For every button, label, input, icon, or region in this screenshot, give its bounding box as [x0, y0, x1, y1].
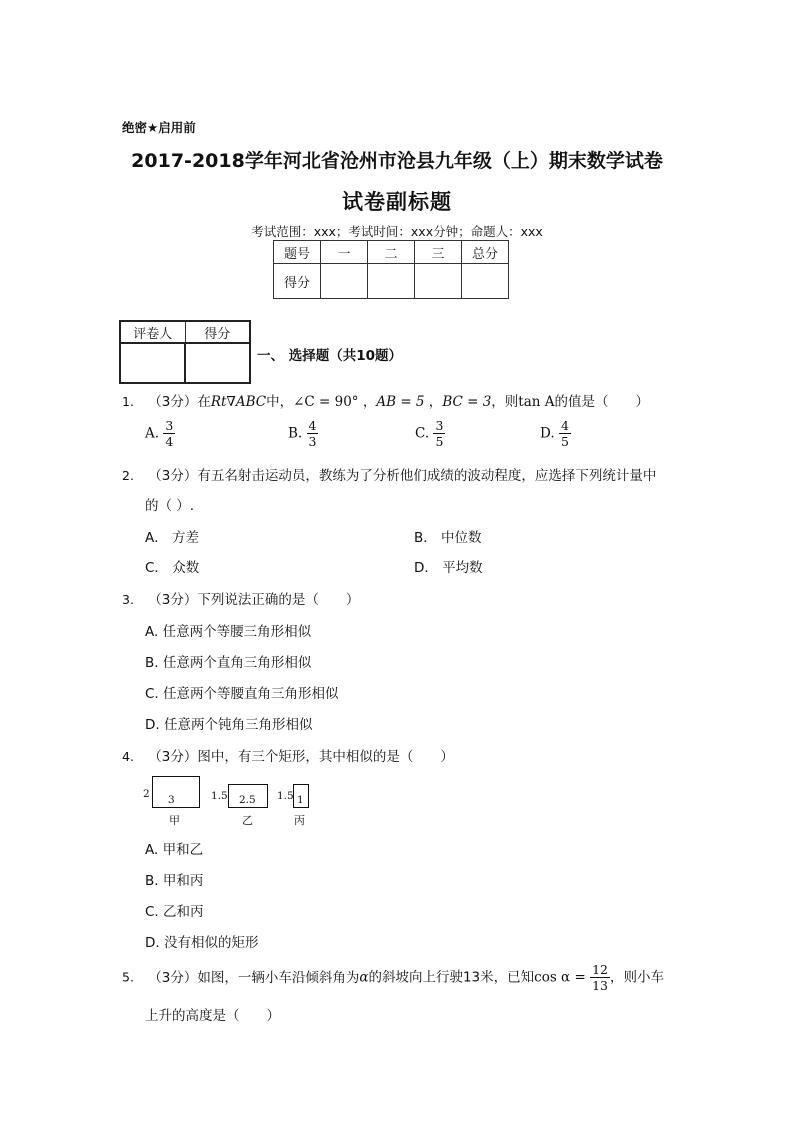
section-title: 一、 选择题（共10题）	[257, 348, 402, 364]
numerator: 3	[165, 418, 174, 433]
q3-option-c[interactable]: C. 任意两个等腰直角三角形相似	[145, 686, 339, 702]
q4-option-c[interactable]: C. 乙和丙	[145, 904, 204, 920]
question-text: （3分）在	[148, 394, 211, 410]
rect-name: 丙	[294, 814, 305, 827]
question-text-line2: 的（ ）.	[145, 498, 195, 514]
numerator: 3	[435, 418, 444, 433]
math-expr: ∠C = 90°	[293, 394, 359, 410]
question-4	[122, 745, 454, 765]
q3-option-b[interactable]: B. 任意两个直角三角形相似	[145, 655, 312, 671]
question-text: ，则小车	[609, 969, 664, 986]
fraction	[163, 418, 175, 449]
question-number: 1.	[122, 394, 134, 409]
question-number: 2.	[122, 468, 134, 483]
question-text: 的斜坡向上行驶13米，已知	[368, 969, 535, 986]
q4-option-a[interactable]: A. 甲和乙	[145, 842, 204, 858]
fraction	[590, 962, 610, 993]
question-number: 5.	[122, 969, 134, 985]
q2-option-d[interactable]: D． 平均数	[414, 560, 483, 576]
score-header-1: 一	[321, 241, 368, 264]
score-cell-2[interactable]	[368, 264, 415, 299]
score-cell-1[interactable]	[321, 264, 368, 299]
option-label: B.	[288, 425, 303, 442]
score-header-2: 二	[368, 241, 415, 264]
score-header-3: 三	[415, 241, 462, 264]
math-expr: cos α =	[534, 969, 586, 986]
score-table	[273, 240, 509, 299]
question-text: 的值是（ ）	[554, 394, 650, 410]
q4-option-b[interactable]: B. 甲和丙	[145, 873, 204, 889]
grader-score-header: 得分	[185, 321, 250, 343]
q3-option-d[interactable]: D. 任意两个钝角三角形相似	[145, 717, 313, 733]
denominator: 13	[592, 978, 608, 993]
question-2	[122, 464, 656, 484]
rect-name: 甲	[169, 814, 180, 827]
q1-option-d[interactable]	[540, 418, 571, 449]
option-label: A.	[145, 425, 160, 442]
question-1: 1. （3分）在Rt∇ABC中，∠C = 90° ，AB = 5 ，BC = 3，则tan A的值是（ ）	[122, 394, 650, 410]
score-cell-total[interactable]	[462, 264, 509, 299]
question-5	[122, 962, 664, 993]
denominator: 5	[560, 434, 569, 449]
numerator: 4	[308, 418, 317, 433]
score-cell-3[interactable]	[415, 264, 462, 299]
denominator: 5	[435, 434, 444, 449]
question-number: 3.	[122, 592, 134, 607]
question-text: ，则	[491, 394, 519, 410]
rect-bottom-label: 1	[297, 794, 304, 806]
q2-option-c[interactable]: C． 众数	[145, 560, 200, 576]
math-expr: AB = 5	[376, 394, 425, 410]
q4-option-d[interactable]: D. 没有相似的矩形	[145, 935, 259, 951]
denominator: 4	[165, 434, 174, 449]
grader-score-cell[interactable]	[185, 343, 250, 383]
grader-header: 评卷人	[120, 321, 185, 343]
q1-option-c[interactable]	[415, 418, 445, 449]
rectangles-figure	[140, 772, 340, 828]
rect-side-label: 2	[143, 788, 150, 800]
fraction	[307, 418, 319, 449]
fraction	[433, 418, 445, 449]
math-expr: tan A	[518, 394, 555, 410]
question-text: （3分）图中，有三个矩形，其中相似的是（ ）	[148, 749, 454, 765]
q2-option-b[interactable]: B． 中位数	[414, 530, 482, 546]
denominator: 3	[308, 434, 317, 449]
confidential-label: 绝密★启用前	[122, 120, 196, 135]
exam-subtitle: 试卷副标题	[342, 190, 452, 214]
exam-info: 考试范围：xxx；考试时间：xxx分钟；命题人：xxx	[251, 224, 543, 239]
option-label: C.	[415, 425, 430, 442]
rectangle-jia	[152, 776, 200, 808]
q1-option-a[interactable]	[145, 418, 175, 449]
question-text: 中，	[266, 394, 294, 410]
question-3	[122, 588, 359, 608]
grader-table	[119, 320, 251, 384]
q3-option-a[interactable]: A. 任意两个等腰三角形相似	[145, 624, 312, 640]
score-row-label: 得分	[274, 264, 321, 299]
numerator: 4	[560, 418, 569, 433]
question-text: （3分）下列说法正确的是（ ）	[148, 592, 360, 608]
exam-title: 2017-2018学年河北省沧州市沧县九年级（上）期末数学试卷	[131, 150, 663, 172]
rect-side-label: 1.5	[211, 790, 228, 802]
question-text: （3分）有五名射击运动员，教练为了分析他们成绩的波动程度，应选择下列统计量中	[148, 468, 657, 484]
math-expr: Rt∇ABC	[210, 394, 267, 410]
math-expr: α	[359, 969, 369, 986]
math-expr: BC = 3	[442, 394, 492, 410]
rect-side-label: 1.5	[277, 790, 294, 802]
question-text-line2: 上升的高度是（ ）	[145, 1008, 280, 1024]
option-label: D.	[540, 425, 555, 442]
q2-option-a[interactable]: A． 方差	[145, 530, 200, 546]
q1-option-b[interactable]	[288, 418, 318, 449]
rect-name: 乙	[242, 814, 253, 827]
numerator: 12	[592, 962, 608, 977]
fraction	[559, 418, 571, 449]
grader-cell[interactable]	[120, 343, 185, 383]
question-text: （3分）如图，一辆小车沿倾斜角为	[148, 969, 360, 986]
rect-bottom-label: 2.5	[239, 794, 256, 806]
score-header-total: 总分	[462, 241, 509, 264]
score-header-label: 题号	[274, 241, 321, 264]
question-number: 4.	[122, 749, 134, 764]
rect-bottom-label: 3	[168, 794, 175, 806]
